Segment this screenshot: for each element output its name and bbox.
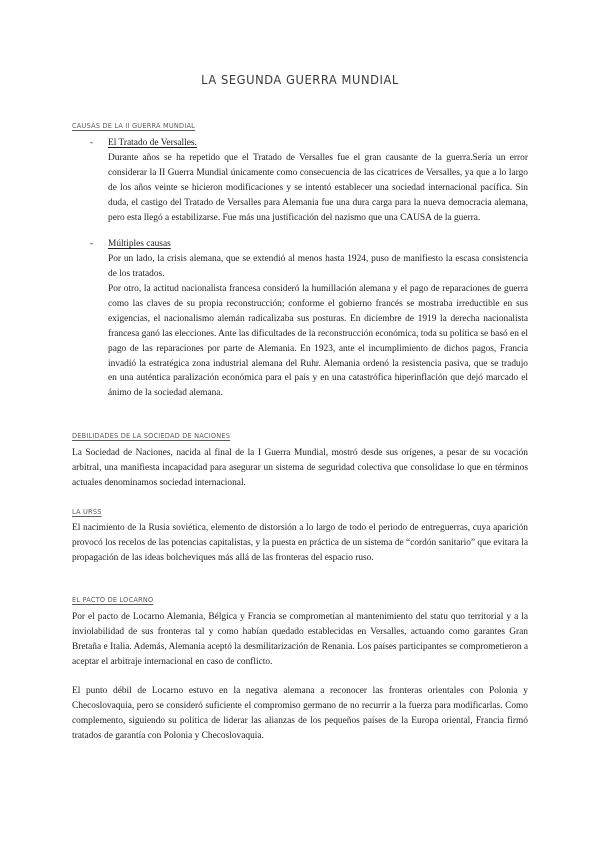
subsection-title-multiples-causas: Múltiples causas [108,239,171,249]
section-heading-urss: LA URSS [72,508,102,516]
document-title: LA SEGUNDA GUERRA MUNDIAL [201,72,399,87]
section-heading-causas: CAUSAS DE LA II GUERRA MUNDIAL [72,122,196,130]
paragraph-actitud-francesa: Por otro, la actitud nacionalista francesa consideró la humillación alemana y el pago de reparaciones de guerra como las claves de su propia reconstrucción; conforme el gobierno francés se mostraba irreductible en sus exigencias, el nacionalismo alemán radicalizaba sus posturas. En diciembre de 1919 la derecha nacionalista francesa ganó las elecciones. Ante las dificultades de la reconstrucción económica, toda su política se basó en el pago de las reparaciones por parte de Alemania. En 1923, ante el incumplimiento de dichos pagos, Francia invadió la estratégica zona industrial alemana del Ruhr. Alemania ordenó la resistencia pasiva, que se tradujo en una auténtica paralización económica para el país y en una catastrófica hiperinflación que dejó marcado el ánimo de la sociedad alemana. [108,284,528,399]
paragraph-pacto-locarno: Por el pacto de Locarno Alemania, Bélgica y Francia se comprometían al mantenimiento del statu quo territorial y a la inviolabilidad de sus fronteras tal y como habían quedado establecidas en Versalles, actuando como garantes Gran Bretaña e Italia. Además, Alemania aceptó la desmilitarización de Renania. Los países participantes se comprometieron a aceptar el arbitraje internacional en caso de conflicto. [72,612,528,667]
bullet-marker: - [90,239,94,249]
section-heading-locarno: EL PACTO DE LOCARNO [72,596,154,604]
paragraph-sociedad-naciones: La Sociedad de Naciones, nacida al final de la I Guerra Mundial, mostró desde sus orígenes, a pesar de su vocación arbitral, una manifiesta incapacidad para asegurar un sistema de seguridad colectiva que consolidase lo que en términos actuales denominamos sociedad internacional. [72,448,528,488]
section-heading-debilidades: DEBILIDADES DE LA SOCIEDAD DE NACIONES [72,432,231,440]
paragraph-versalles: Durante años se ha repetido que el Tratado de Versalles fue el gran causante de la guerra.Sería un error considerar la II Guerra Mundial únicamente como consecuencia de las cicatrices de Versalles, ya que a lo largo de los años veinte se hicieron modificaciones y se intentó establecer una sociedad internacional pacífica. Sin duda, el castigo del Tratado de Versalles para Alemania fue una dura carga para la nueva democracia alemana, pero esta llegó a estabilizarse. Fue más una justificación del nazismo que una CAUSA de la guerra. [108,153,528,223]
paragraph-crisis-alemana: Por un lado, la crisis alemana, que se extendió al menos hasta 1924, puso de manifiesto la escasa consistencia de los tratados. [108,254,528,279]
paragraph-punto-debil: El punto débil de Locarno estuvo en la negativa alemana a reconocer las fronteras orientales con Polonia y Checoslovaquia, pero se consideró suficiente el compromiso germano de no recurrir a la fuerza para modificarlas. Como complemento, siguiendo su política de liderar las alianzas de los pequeños países de la Europa oriental, Francia firmó tratados de garantía con Polonia y Checoslovaquia. [72,686,528,741]
bullet-marker: - [90,138,94,148]
subsection-title-versalles: El Tratado de Versalles. [108,138,197,148]
paragraph-rusia-sovietica: El nacimiento de la Rusia soviética, elemento de distorsión a lo largo de todo el periodo de entreguerras, cuya aparición provocó los recelos de las potencias capitalistas, y la puesta en práctica de un sistema de “cordón sanitario” que evitara la propagación de las ideas bolcheviques más allá de las fronteras del espacio ruso. [72,523,528,563]
